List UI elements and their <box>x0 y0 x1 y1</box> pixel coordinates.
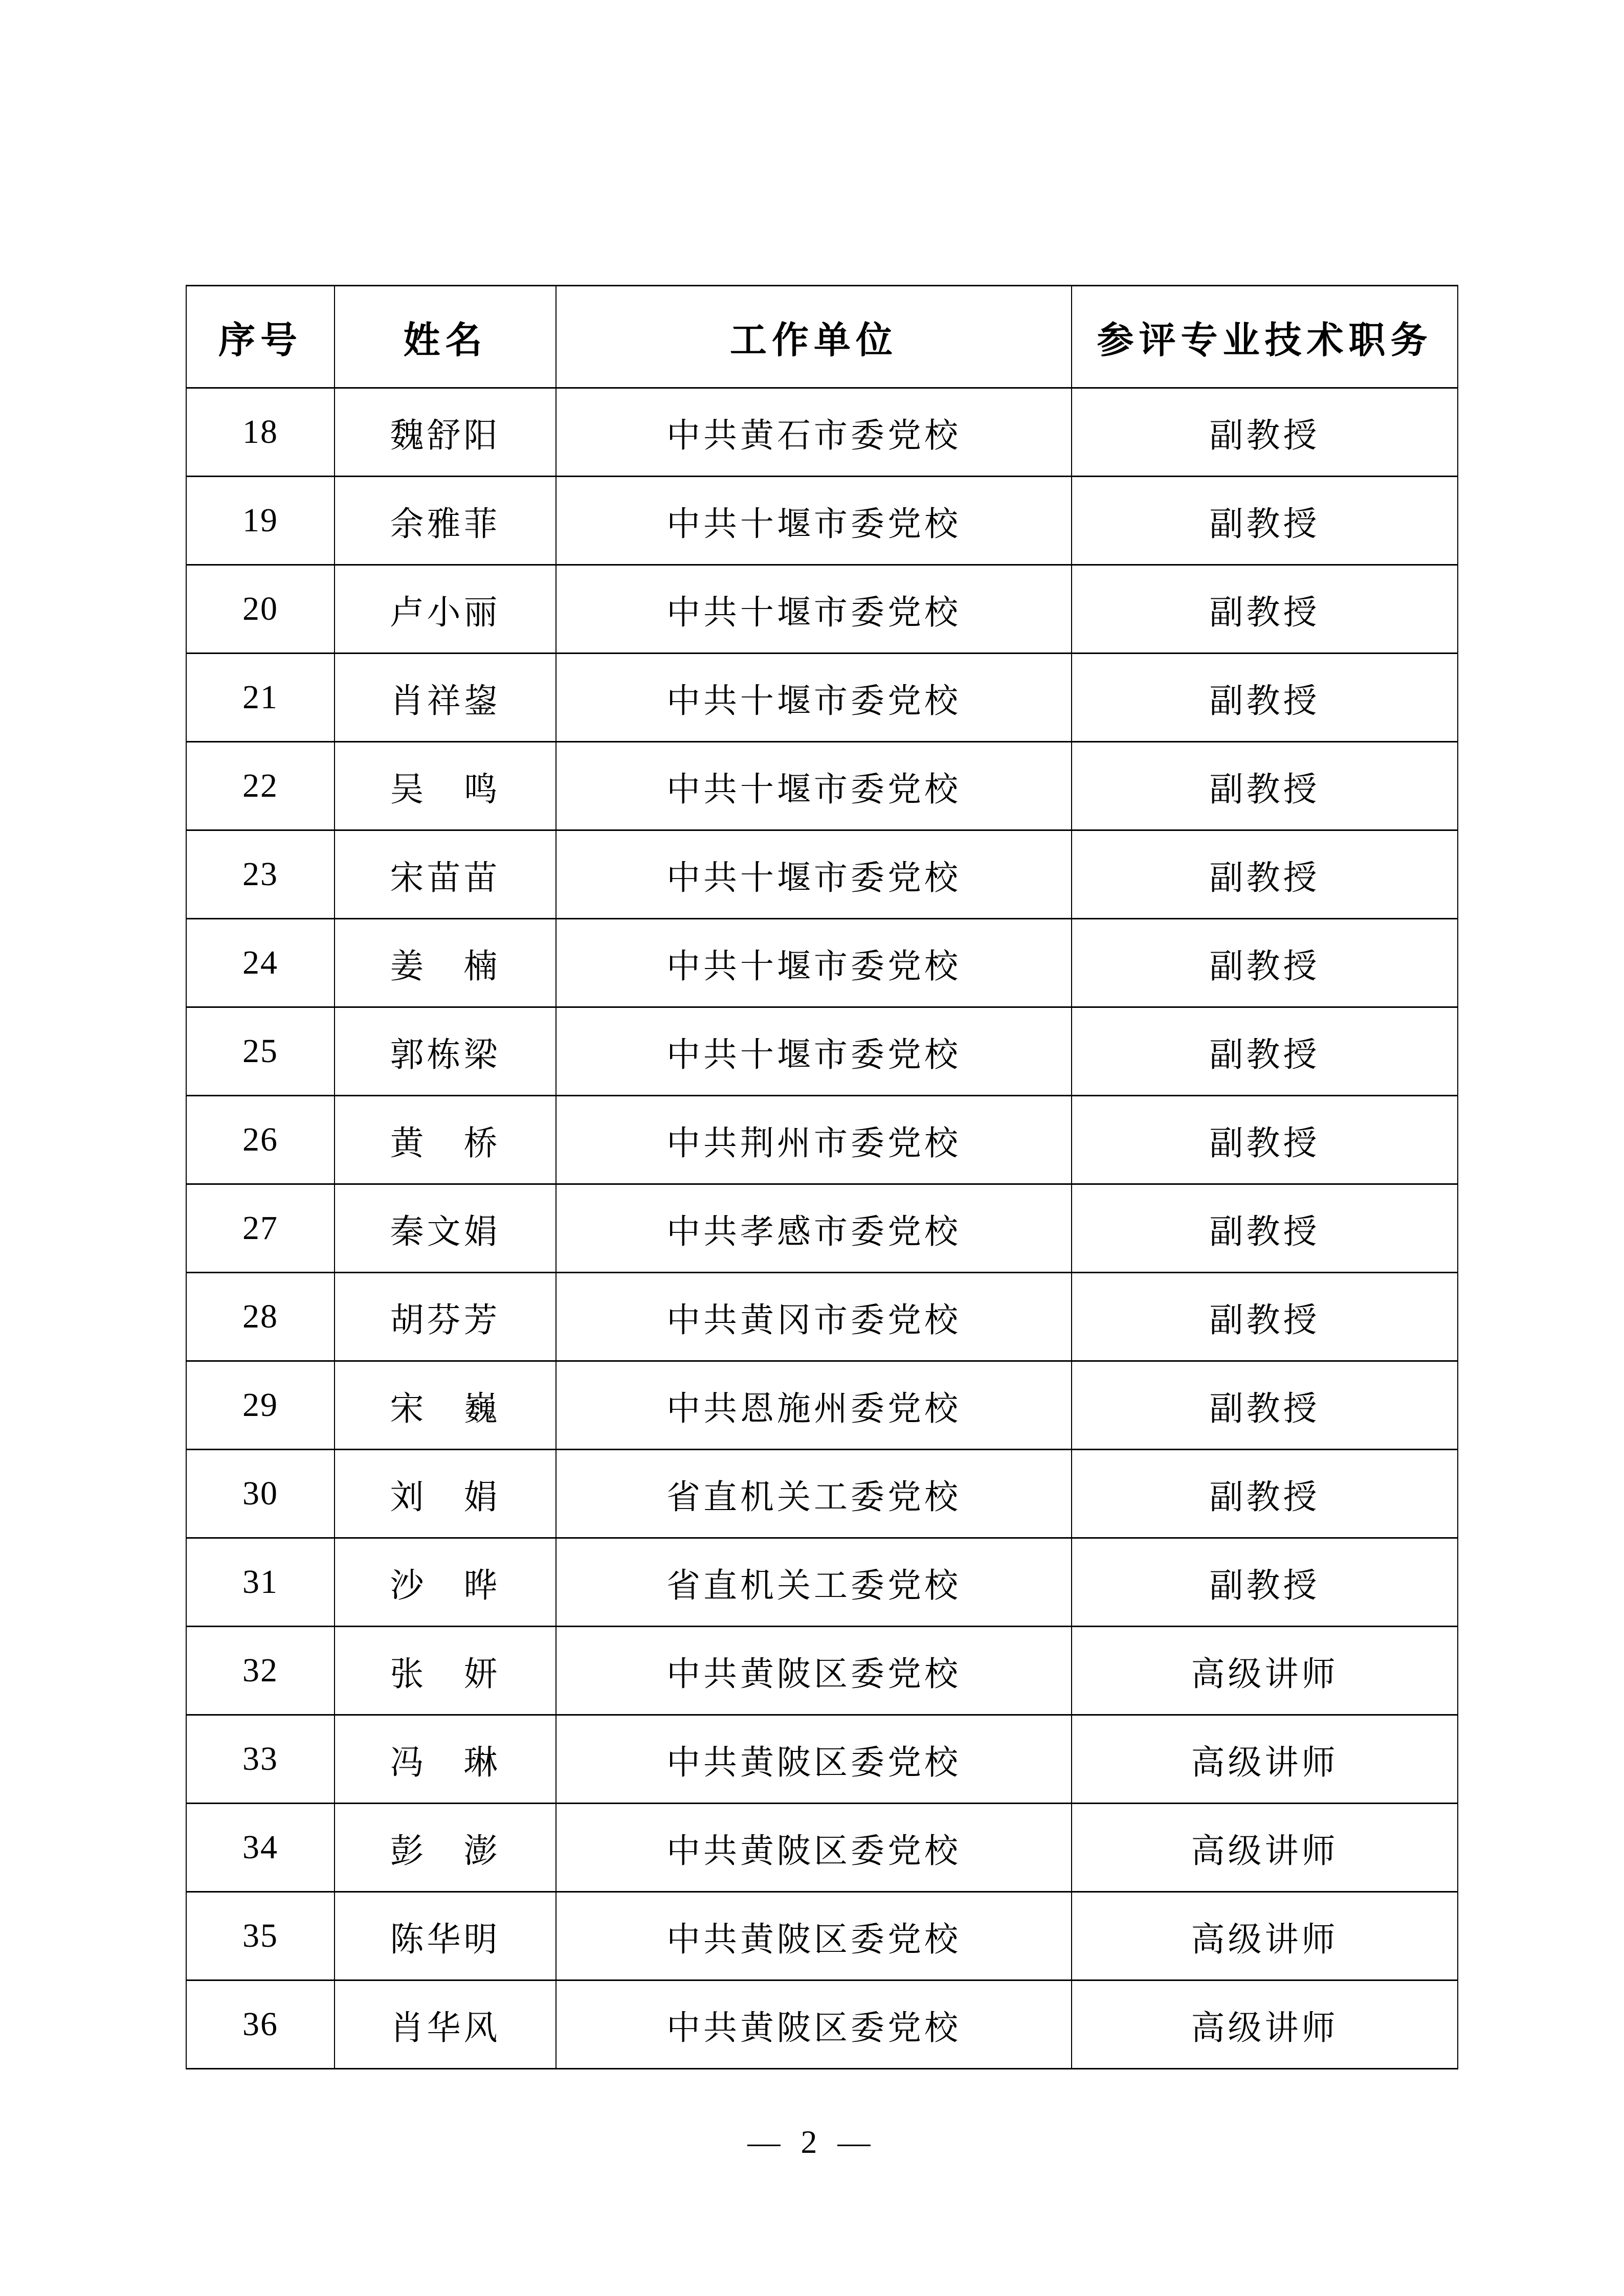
cell-work-unit: 中共黄陂区委党校 <box>556 1804 1072 1892</box>
cell-work-unit: 中共荆州市委党校 <box>556 1096 1072 1184</box>
roster-table <box>186 285 1458 2069</box>
table-row <box>186 1096 1458 1184</box>
cell-work-unit: 中共十堰市委党校 <box>556 654 1072 742</box>
cell-job-title: 副教授 <box>1072 1450 1458 1538</box>
cell-work-unit: 中共黄陂区委党校 <box>556 1715 1072 1804</box>
table-row <box>186 1715 1458 1804</box>
cell-person-name: 吴 鸣 <box>335 742 556 830</box>
cell-work-unit: 中共黄陂区委党校 <box>556 1892 1072 1980</box>
cell-work-unit: 省直机关工委党校 <box>556 1450 1072 1538</box>
column-header-title: 参评专业技术职务 <box>1072 286 1458 388</box>
cell-serial-number: 18 <box>186 388 335 477</box>
cell-serial-number: 33 <box>186 1715 335 1804</box>
table-row <box>186 477 1458 565</box>
cell-job-title: 副教授 <box>1072 654 1458 742</box>
table-row <box>186 919 1458 1007</box>
table-row <box>186 1804 1458 1892</box>
cell-serial-number: 35 <box>186 1892 335 1980</box>
header-row <box>186 286 1458 388</box>
column-header-serial: 序号 <box>186 286 335 388</box>
table-row <box>186 1361 1458 1450</box>
cell-job-title: 副教授 <box>1072 1007 1458 1096</box>
cell-serial-number: 22 <box>186 742 335 830</box>
cell-work-unit: 中共十堰市委党校 <box>556 477 1072 565</box>
cell-job-title: 副教授 <box>1072 1184 1458 1273</box>
cell-work-unit: 中共十堰市委党校 <box>556 1007 1072 1096</box>
cell-work-unit: 中共十堰市委党校 <box>556 830 1072 919</box>
cell-person-name: 郭栋梁 <box>335 1007 556 1096</box>
cell-serial-number: 19 <box>186 477 335 565</box>
cell-person-name: 宋苗苗 <box>335 830 556 919</box>
cell-job-title: 副教授 <box>1072 1096 1458 1184</box>
cell-person-name: 肖华风 <box>335 1980 556 2069</box>
cell-person-name: 沙 晔 <box>335 1538 556 1627</box>
cell-serial-number: 25 <box>186 1007 335 1096</box>
cell-job-title: 副教授 <box>1072 919 1458 1007</box>
cell-job-title: 高级讲师 <box>1072 1627 1458 1715</box>
cell-serial-number: 28 <box>186 1273 335 1361</box>
cell-person-name: 张 妍 <box>335 1627 556 1715</box>
cell-serial-number: 21 <box>186 654 335 742</box>
cell-job-title: 副教授 <box>1072 830 1458 919</box>
table-row <box>186 1892 1458 1980</box>
column-header-name: 姓名 <box>335 286 556 388</box>
cell-serial-number: 32 <box>186 1627 335 1715</box>
table-row <box>186 1273 1458 1361</box>
cell-serial-number: 20 <box>186 565 335 654</box>
table-row <box>186 388 1458 477</box>
cell-serial-number: 24 <box>186 919 335 1007</box>
cell-job-title: 高级讲师 <box>1072 1804 1458 1892</box>
cell-work-unit: 中共黄陂区委党校 <box>556 1980 1072 2069</box>
cell-job-title: 副教授 <box>1072 1538 1458 1627</box>
cell-work-unit: 中共十堰市委党校 <box>556 742 1072 830</box>
cell-serial-number: 26 <box>186 1096 335 1184</box>
cell-person-name: 胡芬芳 <box>335 1273 556 1361</box>
cell-serial-number: 23 <box>186 830 335 919</box>
cell-person-name: 卢小丽 <box>335 565 556 654</box>
table-row <box>186 654 1458 742</box>
cell-job-title: 副教授 <box>1072 565 1458 654</box>
page-number: — 2 — <box>747 2124 877 2160</box>
table-row <box>186 1627 1458 1715</box>
table-row <box>186 1184 1458 1273</box>
cell-job-title: 副教授 <box>1072 1361 1458 1450</box>
cell-person-name: 魏舒阳 <box>335 388 556 477</box>
cell-serial-number: 27 <box>186 1184 335 1273</box>
column-header-unit: 工作单位 <box>556 286 1072 388</box>
cell-work-unit: 省直机关工委党校 <box>556 1538 1072 1627</box>
table-row <box>186 1980 1458 2069</box>
table-row <box>186 1538 1458 1627</box>
table-row <box>186 1450 1458 1538</box>
cell-work-unit: 中共十堰市委党校 <box>556 565 1072 654</box>
cell-person-name: 陈华明 <box>335 1892 556 1980</box>
cell-work-unit: 中共黄石市委党校 <box>556 388 1072 477</box>
cell-serial-number: 29 <box>186 1361 335 1450</box>
cell-work-unit: 中共孝感市委党校 <box>556 1184 1072 1273</box>
table-row <box>186 1007 1458 1096</box>
cell-serial-number: 30 <box>186 1450 335 1538</box>
cell-work-unit: 中共恩施州委党校 <box>556 1361 1072 1450</box>
cell-person-name: 姜 楠 <box>335 919 556 1007</box>
cell-job-title: 副教授 <box>1072 742 1458 830</box>
cell-person-name: 黄 桥 <box>335 1096 556 1184</box>
table-row <box>186 565 1458 654</box>
cell-work-unit: 中共十堰市委党校 <box>556 919 1072 1007</box>
cell-person-name: 肖祥鋆 <box>335 654 556 742</box>
cell-serial-number: 31 <box>186 1538 335 1627</box>
cell-job-title: 副教授 <box>1072 1273 1458 1361</box>
table-row <box>186 742 1458 830</box>
cell-job-title: 高级讲师 <box>1072 1892 1458 1980</box>
cell-job-title: 高级讲师 <box>1072 1715 1458 1804</box>
cell-job-title: 高级讲师 <box>1072 1980 1458 2069</box>
cell-work-unit: 中共黄陂区委党校 <box>556 1627 1072 1715</box>
cell-work-unit: 中共黄冈市委党校 <box>556 1273 1072 1361</box>
cell-person-name: 刘 娟 <box>335 1450 556 1538</box>
cell-job-title: 副教授 <box>1072 477 1458 565</box>
table-row <box>186 830 1458 919</box>
cell-person-name: 宋 巍 <box>335 1361 556 1450</box>
cell-person-name: 彭 澎 <box>335 1804 556 1892</box>
cell-serial-number: 36 <box>186 1980 335 2069</box>
cell-job-title: 副教授 <box>1072 388 1458 477</box>
table-body <box>186 388 1458 2069</box>
cell-person-name: 秦文娟 <box>335 1184 556 1273</box>
cell-person-name: 余雅菲 <box>335 477 556 565</box>
cell-person-name: 冯 琳 <box>335 1715 556 1804</box>
cell-serial-number: 34 <box>186 1804 335 1892</box>
